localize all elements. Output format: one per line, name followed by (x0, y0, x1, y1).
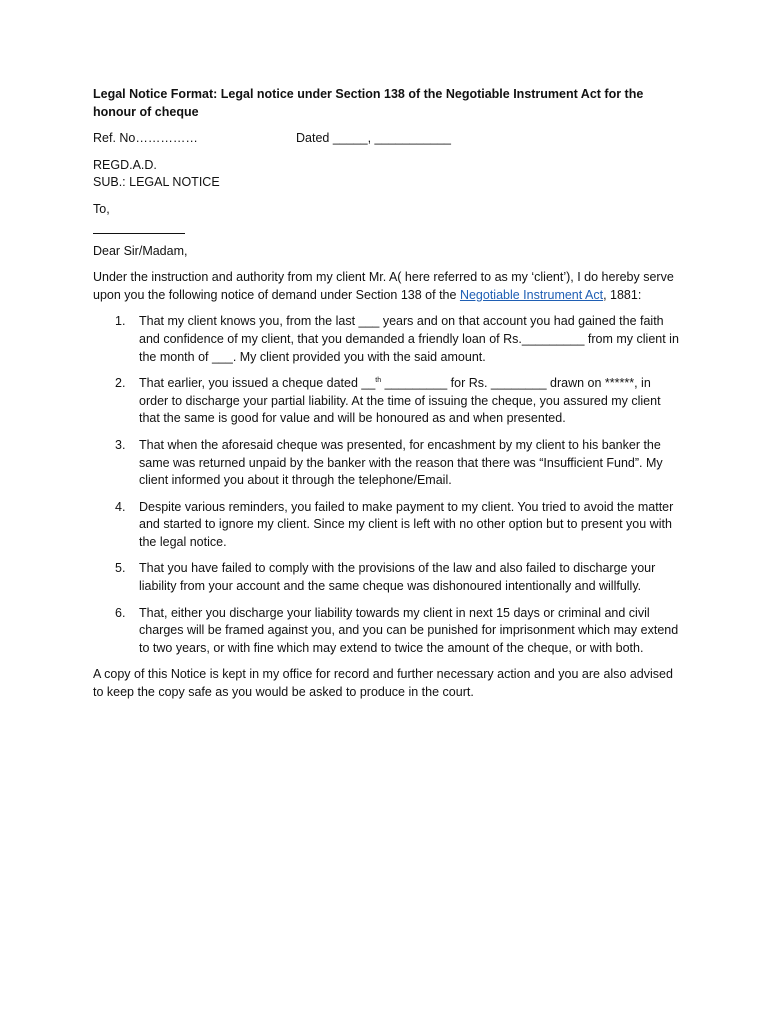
document-title: Legal Notice Format: Legal notice under Section 138 of the Negotiable Instrument Act for the honour of cheque (93, 87, 644, 119)
list-item-number: 6. (115, 605, 126, 620)
list-item-number: 2. (115, 376, 126, 391)
list-item-text (139, 375, 683, 428)
subject-line: SUB.: LEGAL NOTICE (93, 175, 220, 190)
list-item (93, 499, 683, 552)
delivery-subject-block (93, 157, 683, 192)
list-item-text-end: _________ for Rs. ________ drawn on ******, in order to discharge your partial liability. At the time of issuing the cheque, you assured my client that the same is good for value and will be honoured as and when presented. (139, 376, 661, 426)
list-item-text: Despite various reminders, you failed to make payment to my client. You tried to avoid the matter and started to ignore my client. Since my client is left with no other option but to present you with the legal notice. (139, 499, 674, 549)
list-item (93, 375, 683, 428)
reference-line (93, 130, 683, 148)
salutation: Dear Sir/Madam, (93, 243, 188, 258)
list-item-number: 1. (115, 314, 126, 329)
list-item-text: That my client knows you, from the last ___ years and on that account you had gained the faith and confidence of my client, that you demanded a friendly loan of Rs._________ from my client in the month of ___. My client provided you with the said amount. (139, 314, 679, 364)
negotiable-instrument-act-link[interactable]: Negotiable Instrument Act (459, 287, 604, 302)
list-item-number: 3. (115, 437, 126, 452)
intro-paragraph (93, 269, 683, 304)
list-item (93, 313, 683, 366)
intro-text: Under the instruction and authority from my client Mr. A( here referred to as my ‘client’), I do hereby serve upon you the following notice of demand under Section 138 of the (93, 270, 674, 302)
list-item-text: That when the aforesaid cheque was presented, for encashment by my client to his banker the same was returned unpaid by the banker with the reason that there was “Insufficient Fund”. My client informed you about it through the telephone/Email. (139, 437, 663, 488)
to-label: To, (93, 201, 110, 216)
list-item-text-start: That earlier, you issued a cheque dated __ (139, 376, 376, 391)
reference-number: Ref. No…………… (93, 131, 198, 146)
closing-paragraph: A copy of this Notice is kept in my office for record and further necessary action and you are also advised to keep the copy safe as you would be asked to produce in the court. (93, 667, 673, 700)
document-page (93, 86, 683, 702)
list-item-text: That you have failed to comply with the provisions of the law and also failed to discharge your liability from your account and the same cheque was dishonoured intentionally and willfully. (139, 561, 656, 594)
intro-text-end: , 1881: (603, 287, 642, 302)
date-field: Dated _____, ___________ (296, 131, 452, 146)
list-item-number: 5. (115, 561, 126, 576)
list-item (93, 560, 683, 595)
registered-ad-label: REGD.A.D. (93, 157, 157, 172)
list-item-text: That, either you discharge your liability towards my client in next 15 days or criminal and civil charges will be framed against you, and you can be punished for imprisonment which may extend to two years, or with fine which may extend to twice the amount of the cheque, or with both. (139, 605, 679, 655)
notice-points-list (93, 313, 683, 657)
list-item-number: 4. (115, 499, 126, 514)
recipient-blank-line (93, 219, 185, 234)
list-item (93, 605, 683, 658)
list-item (93, 437, 683, 490)
recipient-block (93, 201, 683, 234)
ordinal-superscript: th (375, 376, 382, 384)
